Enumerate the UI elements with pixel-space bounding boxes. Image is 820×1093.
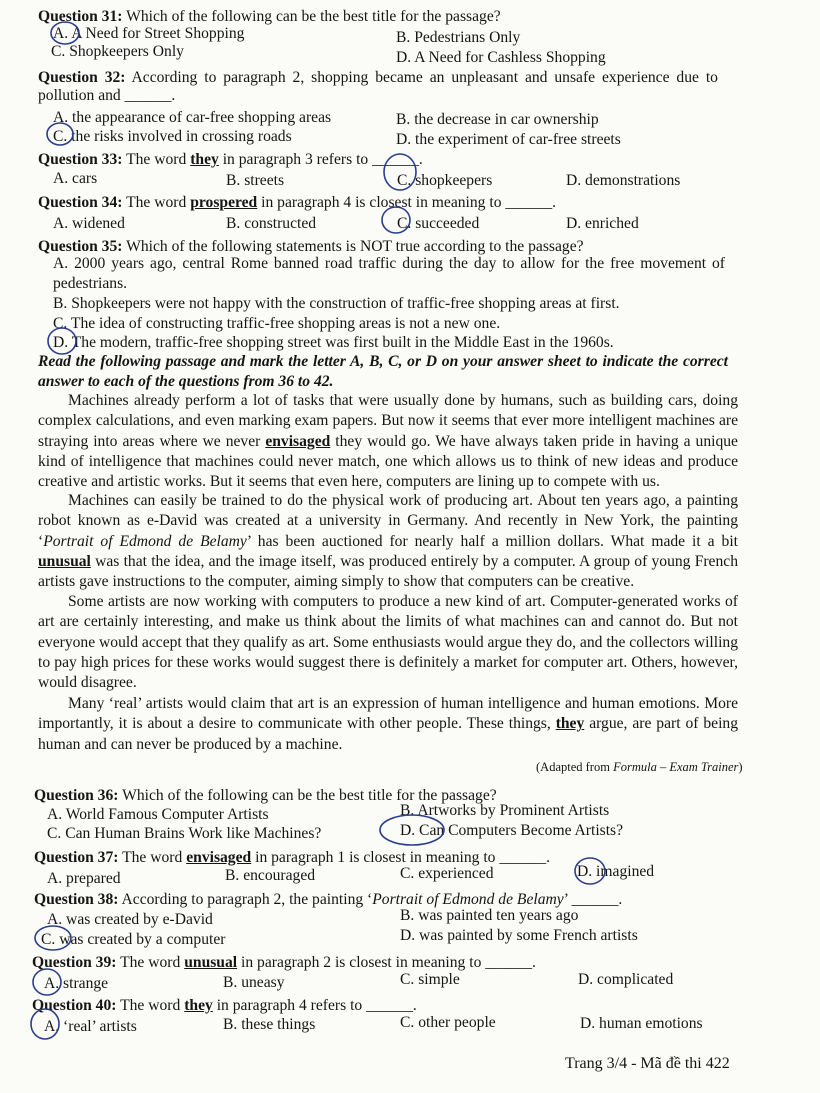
q38-option-b[interactable]: B. was painted ten years ago [400, 907, 579, 924]
painting-title: Portrait of Edmond de Belamy [43, 532, 247, 550]
q35-option-c[interactable]: C. The idea of constructing traffic-free shopping areas is not a new one. [53, 315, 501, 332]
q39-keyword: unusual [184, 954, 238, 971]
q35-option-a[interactable]: A. 2000 years ago, central Rome banned road traffic during the day to allow for the free movement of pedestrians. [53, 255, 725, 293]
passage-paragraph-2: Machines can easily be trained to do the physical work of producing art. About ten years ago, a painting robot known as e-David was created at a university in Germany. And recently in New York, the painting ‘Portrait of Edmond de Belamy’ has been auctioned for nearly half a million dollars. What made it a bit unusual was that the idea, and the image itself, was produced entirely by a computer. A group of young French artists gave instructions to the computer, aiming simply to show that computers can be creative. [38, 492, 738, 591]
keyword-unusual: unusual [38, 552, 91, 570]
q38-option-a[interactable]: A. was created by e-David [47, 911, 213, 928]
q37-option-b[interactable]: B. encouraged [225, 867, 316, 884]
q34-stem: Question 34: The word prospered in paragraph 4 is closest in meaning to ______. [38, 194, 557, 211]
q35-option-d[interactable]: D. The modern, traffic-free shopping street was first built in the Middle East in the 1960s. [53, 334, 614, 351]
q33-option-b[interactable]: B. streets [226, 172, 285, 189]
q31-option-b[interactable]: B. Pedestrians Only [396, 29, 521, 46]
q40-option-a[interactable]: A. ‘real’ artists [44, 1018, 137, 1035]
q33-option-a[interactable]: A. cars [53, 170, 98, 187]
q31-option-a[interactable]: A. A Need for Street Shopping [53, 25, 245, 42]
q37-option-a[interactable]: A. prepared [47, 870, 121, 887]
q32-option-d[interactable]: D. the experiment of car-free streets [396, 131, 621, 148]
q35-stem: Question 35: Which of the following statements is NOT true according to the passage? [38, 238, 584, 255]
q36-option-d[interactable]: D. Can Computers Become Artists? [400, 822, 624, 839]
q38-option-d[interactable]: D. was painted by some French artists [400, 927, 638, 944]
q37-option-c[interactable]: C. experienced [400, 865, 494, 882]
q40-option-d[interactable]: D. human emotions [580, 1015, 703, 1032]
passage-paragraph-1: Machines already perform a lot of tasks that were usually done by humans, such as building cars, doing complex calculations, and even marking exam papers. But now it seems that ever more intelligent machines are straying into areas where we never envisaged they would go. We have always taken pride in having a unique kind of intelligence that machines could never match, one which allows us to think of new ideas and produce creative and artistic works. But it seems that even here, computers are lining up to compete with us. [38, 392, 738, 491]
q32-stem-line2: pollution and ______. [38, 87, 176, 104]
q34-option-c[interactable]: C. succeeded [397, 215, 480, 232]
q32-option-a[interactable]: A. the appearance of car-free shopping areas [53, 109, 332, 126]
passage-paragraph-3: Some artists are now working with computers to produce a new kind of art. Computer-generated works of art are certainly interesting, and make us think about the limits of what machines can and cannot do. But not everyone would accept that they qualify as art. Some enthusiasts would argue they do, and the collectors willing to pay high prices for these works would suggest there is definitely a market for computer art. Others, however, would disagree. [38, 593, 738, 692]
question-label: Question 31: [38, 8, 123, 25]
q32-option-c[interactable]: C. the risks involved in crossing roads [53, 128, 292, 145]
q34-option-d[interactable]: D. enriched [566, 215, 639, 232]
q36-option-a[interactable]: A. World Famous Computer Artists [47, 806, 269, 823]
q34-option-a[interactable]: A. widened [53, 215, 125, 232]
q34-keyword: prospered [190, 194, 258, 211]
q34-option-b[interactable]: B. constructed [226, 215, 317, 232]
passage-paragraph-4: Many ‘real’ artists would claim that art is an expression of human intelligence and human emotions. More importantly, it is about a desire to communicate with other people. These things, they argue, are part of being human and can never be produced by a machine. [38, 695, 738, 753]
q36-stem: Question 36: Which of the following can be the best title for the passage? [34, 787, 497, 804]
q33-keyword: they [190, 151, 219, 168]
page-footer: Trang 3/4 - Mã đề thi 422 [565, 1055, 730, 1072]
q31-option-d[interactable]: D. A Need for Cashless Shopping [396, 49, 606, 66]
keyword-envisaged: envisaged [265, 432, 331, 450]
q36-option-b[interactable]: B. Artworks by Prominent Artists [400, 802, 610, 819]
q40-keyword: they [184, 997, 213, 1014]
q39-option-b[interactable]: B. uneasy [223, 974, 285, 991]
q37-stem: Question 37: The word envisaged in paragraph 1 is closest in meaning to ______. [34, 849, 551, 866]
q38-option-c[interactable]: C. was created by a computer [41, 931, 226, 948]
q31-stem: Question 31: Which of the following can be the best title for the passage? [38, 8, 501, 25]
q33-option-d[interactable]: D. demonstrations [566, 172, 681, 189]
q36-option-c[interactable]: C. Can Human Brains Work like Machines? [47, 825, 322, 842]
q35-option-b[interactable]: B. Shopkeepers were not happy with the construction of traffic-free shopping areas at first. [53, 295, 620, 312]
q39-option-a[interactable]: A. strange [44, 975, 109, 992]
q40-option-b[interactable]: B. these things [223, 1016, 316, 1033]
keyword-they: they [555, 715, 585, 733]
q40-stem: Question 40: The word they in paragraph 4 refers to ______. [32, 997, 417, 1014]
q38-stem: Question 38: According to paragraph 2, the painting ‘Portrait of Edmond de Belamy’ ______. [34, 891, 623, 908]
q32-option-b[interactable]: B. the decrease in car ownership [396, 111, 599, 128]
q37-keyword: envisaged [186, 849, 252, 866]
section-instruction: Read the following passage and mark the letter A, B, C, or D on your answer sheet to indicate the correct answer to each of the questions from 36 to 42. [38, 353, 728, 391]
q39-option-c[interactable]: C. simple [400, 971, 460, 988]
q31-option-c[interactable]: C. Shopkeepers Only [51, 43, 184, 60]
q40-option-c[interactable]: C. other people [400, 1014, 496, 1031]
q39-stem: Question 39: The word unusual in paragraph 2 is closest in meaning to ______. [32, 954, 536, 971]
passage-source: (Adapted from Formula – Exam Trainer) [536, 760, 743, 774]
q37-option-d[interactable]: D. imagined [577, 863, 655, 880]
q39-option-d[interactable]: D. complicated [578, 971, 674, 988]
q33-option-c[interactable]: C. shopkeepers [397, 172, 493, 189]
q32-stem-line1: Question 32: According to paragraph 2, shopping became an unpleasant and unsafe experience due to [38, 69, 718, 86]
q33-stem: Question 33: The word they in paragraph 3 refers to ______. [38, 151, 423, 168]
